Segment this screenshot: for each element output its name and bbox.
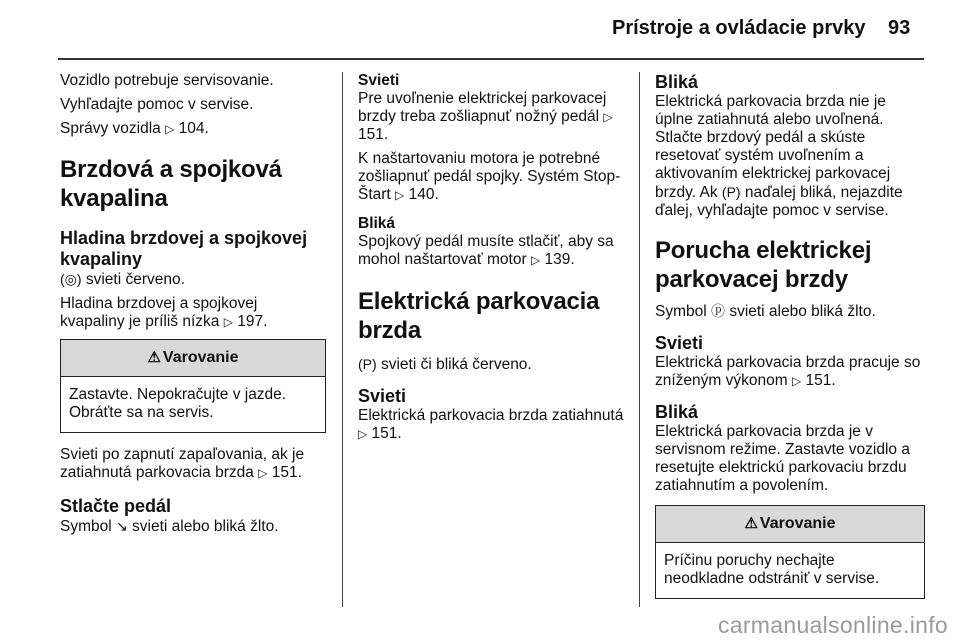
column-2 [358,72,628,443]
page-reference-arrow-icon: ▷ [603,110,613,124]
blika2-text: Elektrická parkovacia brzda je v servisnom režime. Zastavte vozidlo a resetujte elektrickú parkovaciu brzdu zatiahnutím a povolením. [655,423,910,494]
warning-box [60,339,326,433]
page-reference-arrow-icon: ▷ [358,427,368,441]
page-title: Prístroje a ovládacie prvky [612,17,866,39]
warning-text: Zastavte. Nepokračujte v jazde. Obráťte sa na servis. [69,386,287,421]
subheading-blika: Bliká [655,72,699,92]
section-title: Brzdová a spojková kvapalina [60,156,282,212]
parking-brake-icon: (P) [721,184,741,200]
section-title: Porucha elektrickej parkovacej brzdy [655,237,872,293]
intro-line: Vyhľadajte pomoc v servise. [60,96,254,113]
column-divider [639,72,640,607]
pedal-symbol-text: Symbol ↘ svieti alebo bliká žlto. [60,518,279,535]
warning-text: Príčinu poruchy nechajte neodkladne odstrániť v servise. [664,552,880,587]
brake-fluid-text: Hladina brzdovej a spojkovej kvapaliny je príliš nízka ▷ 197. [60,295,268,330]
brake-fluid-status: (◎) svieti červeno. [60,271,185,288]
ignition-text: Svieti po zapnutí zapaľovania, ak je zatiahnutá parkovacia brzda ▷ 151. [60,446,305,481]
subheading-blika: Bliká [655,402,699,422]
page-reference-arrow-icon: ▷ [395,188,405,202]
page-number: 93 [888,17,911,39]
blika-text: Elektrická parkovacia brzda nie je úplne zatiahnutá alebo uvoľnená. Stlačte brzdový pedál a skúste resetovať systém uvoľnením a aktivovaním elektrickej parkovacej brzdy. Ak (P) naďalej bliká, nejazdite ďalej, vyhľadajte pomoc v servise. [655,93,903,219]
watermark: carmanualsonline.info [717,612,948,638]
warning-triangle-icon: ⚠ [147,349,161,366]
svieti-text: Pre uvoľnenie elektrickej parkovacej brzdy treba zošliapnuť nožný pedál ▷ 151. [358,90,613,143]
footer [0,608,960,642]
epb-svieti-text: Elektrická parkovacia brzda zatiahnutá ▷ 151. [358,407,624,442]
parking-brake-icon: (P) [358,356,377,372]
column-3 [655,72,925,599]
subheading-blika: Bliká [358,215,396,232]
subheading-svieti: Svieti [655,333,704,353]
page-reference-arrow-icon: ▷ [258,466,268,480]
intro-line: Vozidlo potrebuje servisovanie. [60,72,274,89]
start-text: K naštartovaniu motora je potrebné zošliapnuť pedál spojky. Systém Stop-Štart ▷ 140. [358,150,621,203]
blika-text: Spojkový pedál musíte stlačiť, aby sa mohol naštartovať motor ▷ 139. [358,233,614,268]
fault-symbol-text: Symbol ⓟ svieti alebo bliká žlto. [655,303,876,320]
press-pedal-icon: ↘ [116,518,128,534]
header-rule [58,58,924,60]
page-reference-arrow-icon: ▷ [165,122,175,136]
subheading-svieti: Svieti [358,72,400,89]
warning-box [655,505,925,599]
page-reference-arrow-icon: ▷ [530,253,541,267]
warning-triangle-icon: ⚠ [744,515,758,532]
subheading-svieti: Svieti [358,386,407,406]
section-title: Elektrická parkovacia brzda [358,288,600,344]
subsection-title: Hladina brzdovej a spojkovej kvapaliny [60,228,308,269]
epb-status: (P) svieti či bliká červeno. [358,356,532,373]
svieti-text: Elektrická parkovacia brzda pracuje so zníženým výkonom ▷ 151. [655,354,921,389]
page-reference-arrow-icon: ▷ [223,315,233,329]
parking-brake-fault-icon: ⓟ [711,303,725,319]
page-header [0,0,960,62]
column-divider [342,72,343,607]
page-reference-arrow-icon: ▷ [791,374,802,388]
subsection-title: Stlačte pedál [60,496,172,516]
brake-fluid-warning-icon: (◎) [60,271,82,287]
warning-header: ⚠ Varovanie [656,506,924,543]
warning-header: ⚠ Varovanie [61,340,325,377]
intro-line: Správy vozidla ▷ 104. [60,120,209,137]
column-1 [60,72,326,536]
